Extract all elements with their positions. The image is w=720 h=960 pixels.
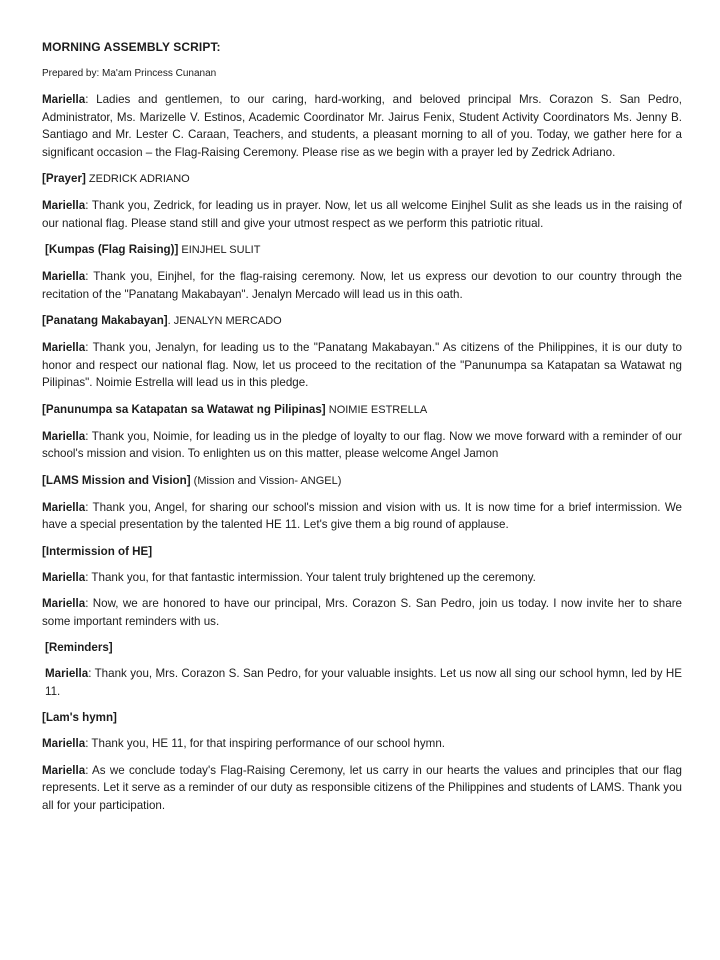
speech-text: : Thank you, Einjhel, for the flag-raising ceremony. Now, let us express our devotion to our country through the recitation of the "Panatang Makabayan". Jenalyn Mercado will lead us in this oath. bbox=[42, 270, 682, 301]
speech-paragraph bbox=[42, 197, 682, 232]
speech-text: : Thank you, HE 11, for that inspiring performance of our school hymn. bbox=[85, 737, 445, 750]
document-title: MORNING ASSEMBLY SCRIPT: bbox=[42, 40, 221, 54]
segment-cue bbox=[42, 639, 682, 656]
speaker-name: Mariella bbox=[42, 341, 86, 354]
speech-text: : Thank you, Mrs. Corazon S. San Pedro, for your valuable insights. Let us now all sing our school hymn, led by HE 11. bbox=[45, 667, 682, 698]
speech-paragraph bbox=[42, 339, 682, 392]
speech-text: : Thank you, Zedrick, for leading us in prayer. Now, let us all welcome Einjhel Sulit as she leads us in the raising of our national flag. Please stand still and give your utmost respect as we perform this patriotic ritual. bbox=[42, 199, 682, 230]
cue-performer: NOIMIE ESTRELLA bbox=[325, 403, 428, 416]
speech-paragraph bbox=[42, 665, 682, 700]
cue-performer: . JENALYN MERCADO bbox=[167, 315, 282, 327]
segment-cue bbox=[42, 241, 682, 259]
cue-performer: EINJHEL SULIT bbox=[178, 244, 261, 256]
cue-label: [LAMS Mission and Vision] bbox=[42, 473, 191, 487]
cue-performer: ZEDRICK ADRIANO bbox=[85, 173, 190, 185]
speech-text: : Thank you, for that fantastic intermission. Your talent truly brightened up the ceremony. bbox=[85, 570, 536, 584]
speaker-name: Mariella bbox=[45, 667, 89, 680]
speaker-name: Mariella bbox=[42, 597, 86, 610]
cue-label: [Panunumpa sa Katapatan sa Watawat ng Pilipinas] bbox=[42, 402, 326, 416]
speaker-name: Mariella bbox=[42, 93, 86, 106]
speaker-name: Mariella bbox=[42, 429, 86, 443]
cue-label: [Kumpas (Flag Raising)] bbox=[45, 243, 179, 256]
cue-label: [Panatang Makabayan] bbox=[42, 314, 168, 327]
segment-cue bbox=[42, 312, 682, 330]
segment-cue bbox=[42, 543, 682, 560]
cue-label: [Lam's hymn] bbox=[42, 711, 117, 724]
speech-text: : Ladies and gentlemen, to our caring, hard-working, and beloved principal Mrs. Corazon S. San Pedro, Administrator, Ms. Marizelle V. Estinos, Academic Coordinator Mr. Jairus Fenix, Student Activity Coordinators Ms. Jenny B. Santiago and Mr. Lester C. Caraan, Teachers, and students, a pleasant morning to all of you. Today, we gather here for a significant occasion – the Flag-Raising Ceremony. Please rise as we begin with a prayer led by Zedrick Adriano. bbox=[42, 93, 682, 159]
speaker-name: Mariella bbox=[42, 500, 86, 514]
speech-paragraph bbox=[42, 268, 682, 303]
speech-paragraph bbox=[42, 499, 682, 534]
speech-paragraph bbox=[42, 91, 682, 161]
speaker-name: Mariella bbox=[42, 763, 86, 777]
segment-cue bbox=[42, 170, 682, 188]
cue-performer: (Mission and Vission- ANGEL) bbox=[190, 474, 342, 487]
speech-paragraph bbox=[42, 735, 682, 753]
cue-label: [Reminders] bbox=[45, 641, 113, 654]
segment-cue bbox=[42, 472, 682, 490]
script-body bbox=[42, 91, 682, 814]
speaker-name: Mariella bbox=[42, 570, 86, 584]
speech-paragraph bbox=[42, 762, 682, 815]
speech-paragraph bbox=[42, 569, 682, 587]
speech-paragraph bbox=[42, 595, 682, 630]
speech-text: : As we conclude today's Flag-Raising Ceremony, let us carry in our hearts the values and principles that our flag represents. Let it serve as a reminder of our duty as responsible citizens of the Philippines and students of LAMS. Thank you all for your participation. bbox=[42, 763, 682, 812]
speech-text: : Thank you, Jenalyn, for leading us to the "Panatang Makabayan." As citizens of the Philippines, it is our duty to honor and respect our national flag. Now, let us proceed to the recitation of the "Panunumpa sa Katapatan sa Watawat ng Pilipinas". Noimie Estrella will lead us in this pledge. bbox=[42, 341, 682, 389]
speaker-name: Mariella bbox=[42, 737, 86, 750]
speech-paragraph bbox=[42, 428, 682, 463]
prepared-by: Prepared by: Ma'am Princess Cunanan bbox=[42, 68, 217, 79]
speech-text: : Thank you, Noimie, for leading us in the pledge of loyalty to our flag. Now we move forward with a reminder of our school's mission and vision. To enlighten us on this matter, please welcome Angel Jamon bbox=[42, 429, 682, 460]
speaker-name: Mariella bbox=[42, 270, 86, 283]
speech-text: : Thank you, Angel, for sharing our school's mission and vision with us. It is now time for a brief intermission. We have a special presentation by the talented HE 11. Let's give them a big round of applause. bbox=[42, 500, 682, 531]
speech-text: : Now, we are honored to have our principal, Mrs. Corazon S. San Pedro, join us today. I now invite her to share some important reminders with us. bbox=[42, 597, 682, 628]
cue-label: [Prayer] bbox=[42, 172, 86, 185]
segment-cue bbox=[42, 401, 682, 419]
segment-cue bbox=[42, 709, 682, 726]
speaker-name: Mariella bbox=[42, 199, 86, 212]
cue-label: [Intermission of HE] bbox=[42, 544, 153, 558]
